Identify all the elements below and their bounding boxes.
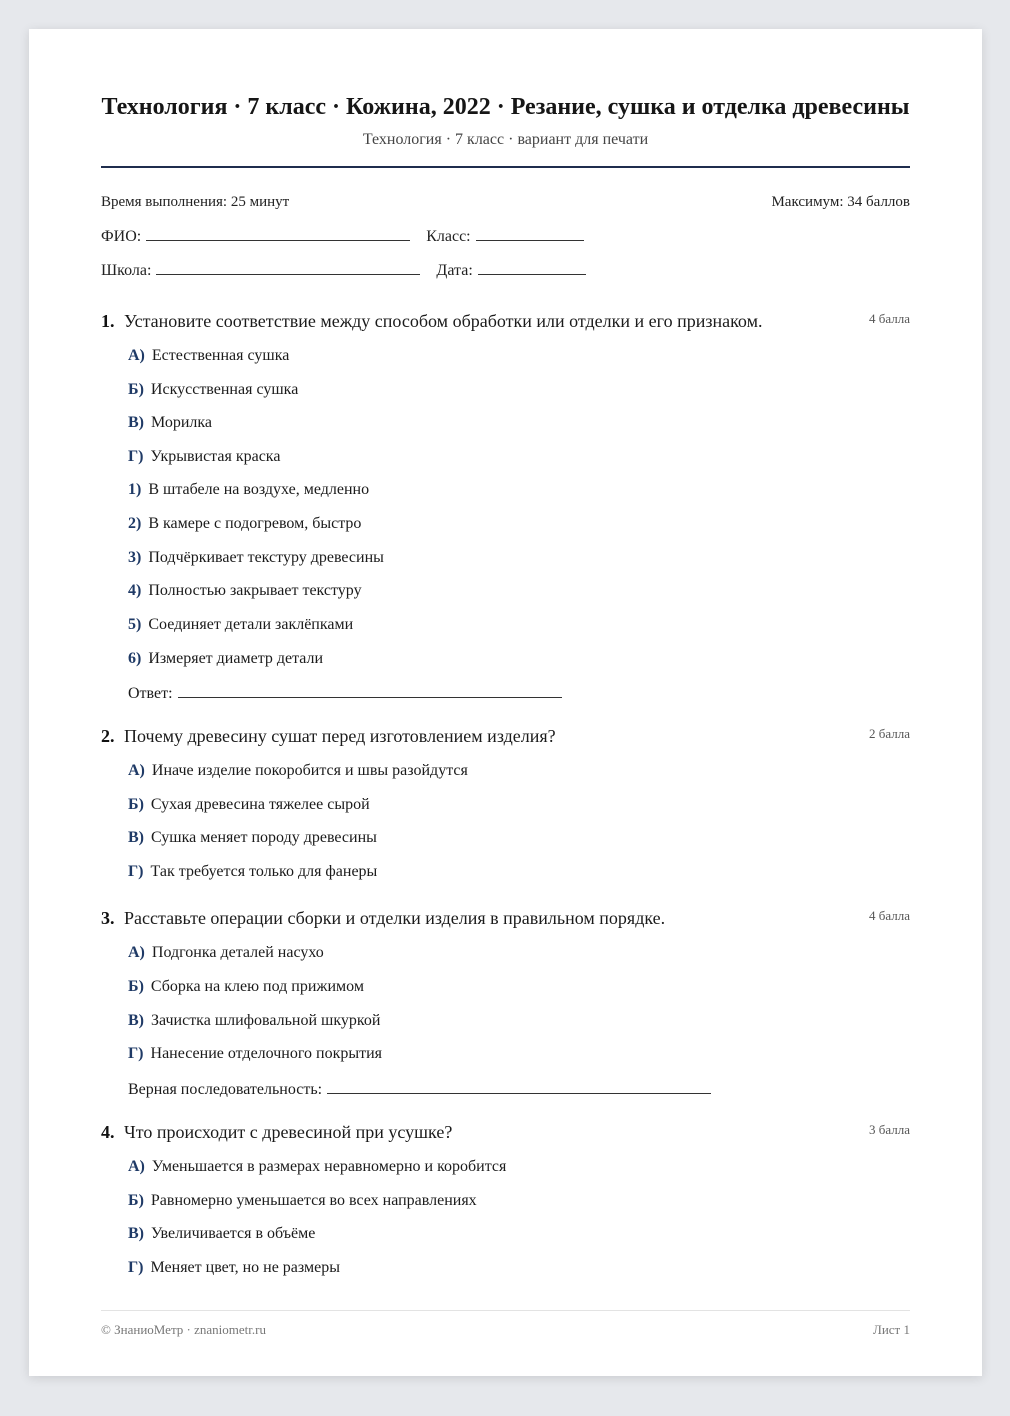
option-text: Морилка: [151, 414, 213, 431]
option-key: В): [128, 1012, 144, 1029]
school-label: Школа:: [101, 262, 152, 279]
option-text: Подчёркивает текстуру древесины: [148, 549, 384, 566]
option-item[interactable]: [128, 515, 361, 533]
footer-copyright: © ЗнаниоМетр · znaniometr.ru: [101, 1322, 266, 1337]
question-points: 4 балла: [869, 908, 910, 923]
answer-row: [128, 683, 562, 703]
question-points: 4 балла: [869, 311, 910, 326]
option-item[interactable]: [128, 414, 212, 432]
option-text: Полностью закрывает текстуру: [148, 582, 362, 599]
option-key: 5): [128, 616, 142, 633]
option-text: Равномерно уменьшается во всех направлениях: [150, 1192, 477, 1209]
page-title: Технология · 7 класс · Кожина, 2022 · Резание, сушка и отделка древесины: [101, 94, 910, 120]
option-text: Нанесение отделочного покрытия: [150, 1045, 383, 1062]
question-number: 4.: [101, 1122, 115, 1142]
name-class-row: [101, 226, 584, 246]
option-item[interactable]: [128, 1045, 382, 1063]
option-item[interactable]: [128, 1225, 315, 1243]
option-text: Увеличивается в объёме: [151, 1225, 316, 1242]
worksheet-page: [29, 29, 982, 1376]
footer-divider: [101, 1310, 910, 1311]
question-points: 2 балла: [869, 726, 910, 741]
school-date-row: [101, 260, 586, 280]
option-key: Б): [128, 381, 144, 398]
question-number: 1.: [101, 311, 115, 331]
question-4-header: [101, 1122, 910, 1146]
fio-label: ФИО:: [101, 228, 142, 245]
option-key: Г): [128, 1259, 144, 1276]
date-field[interactable]: [478, 260, 586, 275]
option-item[interactable]: [128, 1158, 506, 1176]
option-key: В): [128, 829, 144, 846]
school-field[interactable]: [156, 260, 420, 275]
option-key: Г): [128, 448, 144, 465]
option-key: А): [128, 1158, 145, 1175]
page-subtitle: Технология · 7 класс · вариант для печати: [362, 131, 649, 148]
option-text: Соединяет детали заклёпками: [148, 616, 354, 633]
time-limit: Время выполнения: 25 минут: [101, 194, 290, 210]
option-text: Сушка меняет породу древесины: [151, 829, 377, 846]
option-item[interactable]: [128, 1012, 380, 1030]
fio-field[interactable]: [146, 226, 410, 241]
option-text: В штабеле на воздухе, медленно: [148, 481, 370, 498]
question-text: Что происходит с древесиной при усушке?: [124, 1122, 453, 1142]
option-text: Зачистка шлифовальной шкуркой: [151, 1012, 381, 1029]
option-text: Измеряет диаметр детали: [148, 650, 324, 667]
answer-label: Верная последовательность:: [128, 1081, 323, 1098]
option-text: Иначе изделие покоробится и швы разойдутся: [151, 762, 468, 779]
option-key: А): [128, 762, 145, 779]
option-key: 1): [128, 481, 142, 498]
option-item[interactable]: [128, 582, 362, 600]
option-item[interactable]: [128, 616, 353, 634]
option-item[interactable]: [128, 650, 323, 668]
option-text: Сборка на клею под прижимом: [150, 978, 364, 995]
option-key: 6): [128, 650, 142, 667]
answer-row: [128, 1079, 711, 1099]
option-item[interactable]: [128, 863, 377, 881]
option-text: Меняет цвет, но не размеры: [150, 1259, 340, 1276]
question-1-header: [101, 311, 910, 335]
option-key: 3): [128, 549, 142, 566]
option-key: В): [128, 414, 144, 431]
option-key: А): [128, 347, 145, 364]
option-key: 4): [128, 582, 142, 599]
option-item[interactable]: [128, 762, 468, 780]
option-text: Сухая древесина тяжелее сырой: [150, 796, 370, 813]
option-item[interactable]: [128, 448, 280, 466]
option-item[interactable]: [128, 347, 289, 365]
question-number: 3.: [101, 908, 115, 928]
date-label: Дата:: [436, 262, 473, 279]
option-item[interactable]: [128, 944, 324, 962]
question-2: [101, 726, 910, 896]
question-text: Расставьте операции сборки и отделки изделия в правильном порядке.: [124, 908, 666, 928]
question-3: [101, 908, 910, 1108]
option-text: В камере с подогревом, быстро: [148, 515, 362, 532]
option-key: 2): [128, 515, 142, 532]
option-item[interactable]: [128, 829, 377, 847]
option-item[interactable]: [128, 1259, 340, 1277]
option-item[interactable]: [128, 481, 369, 499]
option-text: Естественная сушка: [151, 347, 290, 364]
question-1: [101, 311, 910, 711]
option-key: Б): [128, 1192, 144, 1209]
option-item[interactable]: [128, 978, 364, 996]
option-key: Б): [128, 978, 144, 995]
question-text: Установите соответствие между способом обработки или отделки и его признаком.: [124, 311, 763, 331]
option-item[interactable]: [128, 549, 384, 567]
option-key: Г): [128, 1045, 144, 1062]
worksheet-content: [101, 29, 910, 1376]
option-item[interactable]: [128, 381, 298, 399]
option-key: В): [128, 1225, 144, 1242]
option-text: Так требуется только для фанеры: [150, 863, 378, 880]
question-number: 2.: [101, 726, 115, 746]
option-item[interactable]: [128, 796, 370, 814]
option-key: Г): [128, 863, 144, 880]
question-points: 3 балла: [869, 1122, 910, 1137]
answer-field[interactable]: [178, 683, 562, 698]
class-field[interactable]: [476, 226, 584, 241]
option-text: Подгонка деталей насухо: [151, 944, 324, 961]
option-key: А): [128, 944, 145, 961]
question-4: [101, 1122, 910, 1292]
option-text: Уменьшается в размерах неравномерно и коробится: [151, 1158, 507, 1175]
option-text: Укрывистая краска: [150, 448, 281, 465]
question-2-header: [101, 726, 910, 750]
option-item[interactable]: [128, 1192, 477, 1210]
question-3-header: [101, 908, 910, 932]
answer-field[interactable]: [327, 1079, 711, 1094]
header-divider: [101, 166, 910, 168]
answer-label: Ответ:: [128, 685, 173, 702]
max-score: Максимум: 34 баллов: [771, 194, 910, 210]
option-key: Б): [128, 796, 144, 813]
footer-page-number: Лист 1: [873, 1322, 910, 1337]
class-label: Класс:: [426, 228, 471, 245]
option-text: Искусственная сушка: [150, 381, 299, 398]
question-text: Почему древесину сушат перед изготовлением изделия?: [124, 726, 556, 746]
